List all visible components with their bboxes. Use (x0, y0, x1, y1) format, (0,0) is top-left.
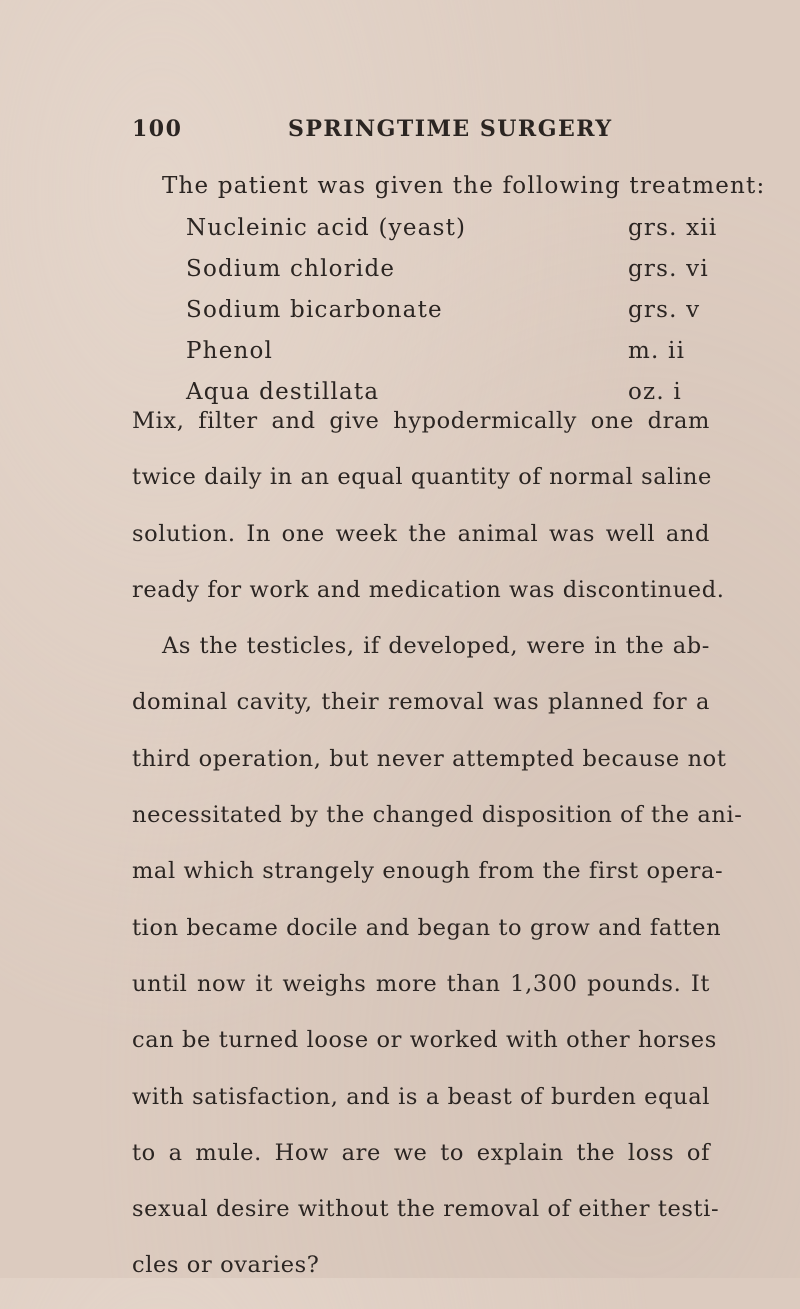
ingredient-name: Sodium chloride (186, 256, 396, 282)
text-line: can be turned loose or worked with other horses (132, 1027, 717, 1054)
text-line: necessitated by the changed disposition of the ani- (132, 802, 743, 829)
text-line: sexual desire without the removal of either testi- (132, 1196, 720, 1223)
prescription-item (186, 297, 701, 338)
text-line: third operation, but never attempted because not (132, 745, 727, 772)
paragraph-outcome (132, 633, 743, 1309)
page-number: 100 (132, 116, 183, 142)
text-line: tion became docile and began to grow and fatten (132, 914, 722, 941)
prescription-item (186, 338, 686, 379)
text-line: until now it weighs more than 1,300 pounds. It (132, 970, 710, 997)
running-head (0, 116, 800, 148)
ingredient-name: Nucleinic acid (yeast) (186, 215, 467, 241)
text-line: with satisfaction, and is a beast of burden equal (132, 1083, 710, 1110)
prescription-list (186, 215, 718, 420)
prescription-item (186, 256, 709, 297)
text-line: mal which strangely enough from the first opera- (132, 858, 724, 885)
body-text (132, 408, 743, 1309)
text-line: Mix, filter and give hypodermically one dram (132, 408, 710, 434)
ingredient-dose: grs. v (628, 297, 701, 323)
ingredient-dose: m. ii (628, 338, 686, 364)
text-line: As the testicles, if developed, were in the ab- (162, 633, 710, 660)
treatment-intro: The patient was given the following treatment: (162, 173, 766, 199)
prescription-item (186, 215, 718, 256)
text-line: dominal cavity, their removal was planned for a (132, 689, 710, 716)
text-line: twice daily in an equal quantity of normal saline (132, 464, 712, 491)
ingredient-dose: grs. xii (628, 215, 718, 241)
ingredient-dose: grs. vi (628, 256, 709, 282)
text-line: cles or ovaries? (132, 1252, 320, 1279)
ingredient-name: Sodium bicarbonate (186, 297, 443, 323)
ingredient-name: Phenol (186, 338, 274, 364)
text-line: ready for work and medication was discontinued. (132, 576, 725, 603)
paragraph-instructions (132, 408, 725, 633)
ingredient-name: Aqua destillata (186, 379, 380, 405)
book-title: SPRINGTIME SURGERY (288, 116, 613, 142)
text-line: solution. In one week the animal was well and (132, 520, 710, 547)
ingredient-dose: oz. i (628, 379, 682, 405)
text-line: to a mule. How are we to explain the loss of (132, 1139, 710, 1166)
